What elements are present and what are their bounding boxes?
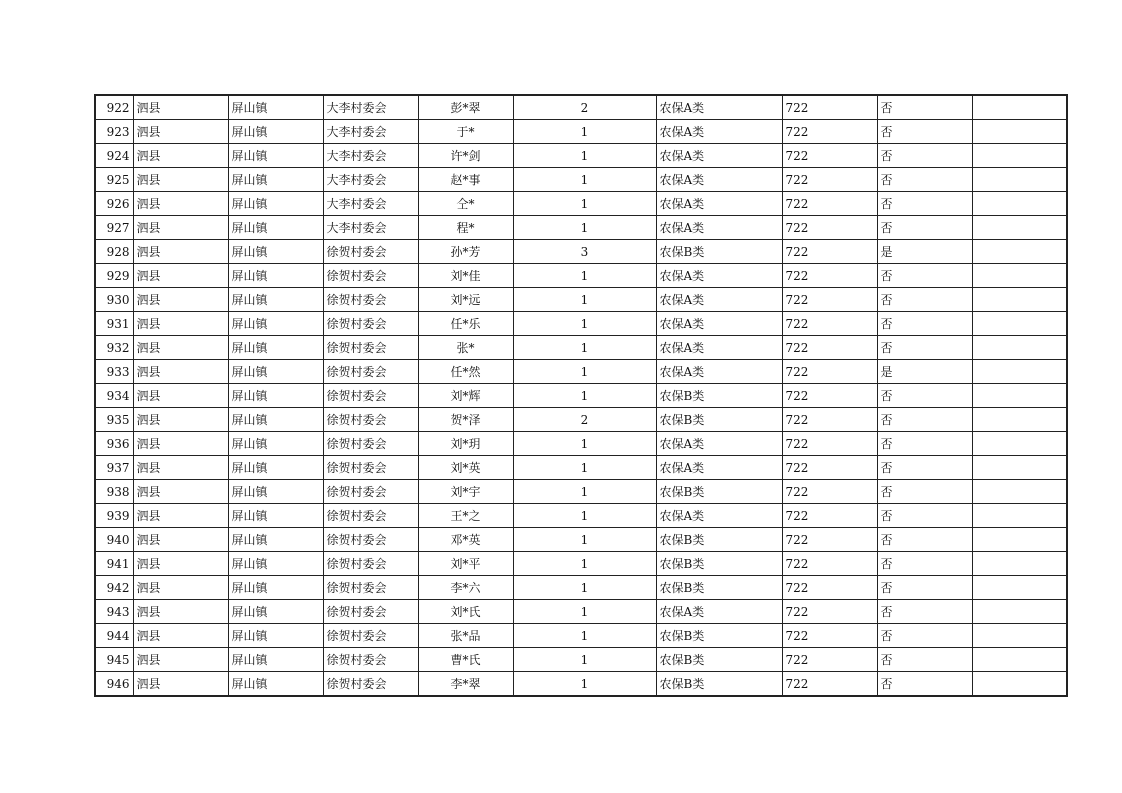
category-cell: 农保A类 (656, 336, 782, 360)
flag-cell: 否 (877, 624, 972, 648)
category-cell: 农保A类 (656, 360, 782, 384)
category-cell: 农保A类 (656, 120, 782, 144)
table-row (95, 432, 1067, 456)
name-cell: 刘*英 (418, 456, 513, 480)
remark-cell (972, 456, 1067, 480)
name-cell: 刘*佳 (418, 264, 513, 288)
count-cell: 1 (513, 672, 656, 697)
remark-cell (972, 360, 1067, 384)
name-cell: 贺*泽 (418, 408, 513, 432)
category-cell: 农保A类 (656, 504, 782, 528)
name-cell: 仝* (418, 192, 513, 216)
town-cell: 屏山镇 (228, 528, 323, 552)
amount-cell: 722 (782, 168, 877, 192)
town-cell: 屏山镇 (228, 648, 323, 672)
county-cell: 泗县 (133, 504, 228, 528)
town-cell: 屏山镇 (228, 504, 323, 528)
town-cell: 屏山镇 (228, 144, 323, 168)
count-cell: 1 (513, 336, 656, 360)
category-cell: 农保B类 (656, 408, 782, 432)
village-cell: 徐贺村委会 (323, 672, 418, 697)
remark-cell (972, 528, 1067, 552)
remark-cell (972, 336, 1067, 360)
category-cell: 农保B类 (656, 240, 782, 264)
flag-cell: 否 (877, 216, 972, 240)
count-cell: 1 (513, 480, 656, 504)
table-row (95, 600, 1067, 624)
name-cell: 张*品 (418, 624, 513, 648)
table-row (95, 672, 1067, 697)
flag-cell: 否 (877, 672, 972, 697)
category-cell: 农保A类 (656, 264, 782, 288)
table-row (95, 264, 1067, 288)
county-cell: 泗县 (133, 672, 228, 697)
count-cell: 1 (513, 216, 656, 240)
remark-cell (972, 312, 1067, 336)
amount-cell: 722 (782, 312, 877, 336)
name-cell: 刘*远 (418, 288, 513, 312)
village-cell: 大李村委会 (323, 168, 418, 192)
flag-cell: 否 (877, 504, 972, 528)
name-cell: 任*然 (418, 360, 513, 384)
row-number-cell: 926 (95, 192, 133, 216)
row-number-cell: 935 (95, 408, 133, 432)
village-cell: 徐贺村委会 (323, 288, 418, 312)
town-cell: 屏山镇 (228, 408, 323, 432)
village-cell: 大李村委会 (323, 144, 418, 168)
remark-cell (972, 504, 1067, 528)
county-cell: 泗县 (133, 192, 228, 216)
flag-cell: 否 (877, 408, 972, 432)
name-cell: 王*之 (418, 504, 513, 528)
remark-cell (972, 288, 1067, 312)
town-cell: 屏山镇 (228, 672, 323, 697)
county-cell: 泗县 (133, 216, 228, 240)
table-body (95, 95, 1067, 696)
table-row (95, 648, 1067, 672)
amount-cell: 722 (782, 672, 877, 697)
village-cell: 徐贺村委会 (323, 336, 418, 360)
flag-cell: 否 (877, 456, 972, 480)
count-cell: 1 (513, 384, 656, 408)
count-cell: 1 (513, 192, 656, 216)
village-cell: 徐贺村委会 (323, 408, 418, 432)
name-cell: 赵*事 (418, 168, 513, 192)
count-cell: 1 (513, 552, 656, 576)
town-cell: 屏山镇 (228, 456, 323, 480)
name-cell: 程* (418, 216, 513, 240)
village-cell: 徐贺村委会 (323, 456, 418, 480)
table-row (95, 144, 1067, 168)
town-cell: 屏山镇 (228, 288, 323, 312)
village-cell: 徐贺村委会 (323, 240, 418, 264)
flag-cell: 否 (877, 336, 972, 360)
county-cell: 泗县 (133, 624, 228, 648)
table-row (95, 408, 1067, 432)
row-number-cell: 931 (95, 312, 133, 336)
flag-cell: 否 (877, 264, 972, 288)
county-cell: 泗县 (133, 95, 228, 120)
county-cell: 泗县 (133, 384, 228, 408)
table-row (95, 216, 1067, 240)
flag-cell: 否 (877, 168, 972, 192)
category-cell: 农保A类 (656, 432, 782, 456)
flag-cell: 否 (877, 576, 972, 600)
flag-cell: 否 (877, 432, 972, 456)
amount-cell: 722 (782, 600, 877, 624)
flag-cell: 否 (877, 312, 972, 336)
table-row (95, 240, 1067, 264)
row-number-cell: 945 (95, 648, 133, 672)
remark-cell (972, 480, 1067, 504)
remark-cell (972, 264, 1067, 288)
name-cell: 刘*平 (418, 552, 513, 576)
category-cell: 农保B类 (656, 552, 782, 576)
table-row (95, 120, 1067, 144)
name-cell: 彭*翠 (418, 95, 513, 120)
village-cell: 徐贺村委会 (323, 264, 418, 288)
amount-cell: 722 (782, 552, 877, 576)
category-cell: 农保A类 (656, 312, 782, 336)
row-number-cell: 934 (95, 384, 133, 408)
table-row (95, 288, 1067, 312)
row-number-cell: 944 (95, 624, 133, 648)
name-cell: 刘*玥 (418, 432, 513, 456)
name-cell: 刘*辉 (418, 384, 513, 408)
count-cell: 1 (513, 360, 656, 384)
row-number-cell: 924 (95, 144, 133, 168)
village-cell: 徐贺村委会 (323, 360, 418, 384)
name-cell: 孙*芳 (418, 240, 513, 264)
amount-cell: 722 (782, 576, 877, 600)
county-cell: 泗县 (133, 480, 228, 504)
amount-cell: 722 (782, 288, 877, 312)
category-cell: 农保A类 (656, 600, 782, 624)
table-row (95, 336, 1067, 360)
county-cell: 泗县 (133, 168, 228, 192)
remark-cell (972, 120, 1067, 144)
amount-cell: 722 (782, 144, 877, 168)
town-cell: 屏山镇 (228, 336, 323, 360)
village-cell: 大李村委会 (323, 95, 418, 120)
county-cell: 泗县 (133, 336, 228, 360)
name-cell: 于* (418, 120, 513, 144)
count-cell: 1 (513, 576, 656, 600)
row-number-cell: 937 (95, 456, 133, 480)
count-cell: 1 (513, 624, 656, 648)
count-cell: 1 (513, 600, 656, 624)
count-cell: 2 (513, 408, 656, 432)
amount-cell: 722 (782, 360, 877, 384)
town-cell: 屏山镇 (228, 240, 323, 264)
name-cell: 许*剑 (418, 144, 513, 168)
village-cell: 徐贺村委会 (323, 384, 418, 408)
name-cell: 张* (418, 336, 513, 360)
row-number-cell: 928 (95, 240, 133, 264)
remark-cell (972, 216, 1067, 240)
county-cell: 泗县 (133, 288, 228, 312)
remark-cell (972, 408, 1067, 432)
remark-cell (972, 576, 1067, 600)
table-row (95, 360, 1067, 384)
name-cell: 刘*宇 (418, 480, 513, 504)
row-number-cell: 933 (95, 360, 133, 384)
row-number-cell: 932 (95, 336, 133, 360)
count-cell: 1 (513, 456, 656, 480)
row-number-cell: 942 (95, 576, 133, 600)
name-cell: 李*六 (418, 576, 513, 600)
category-cell: 农保B类 (656, 384, 782, 408)
county-cell: 泗县 (133, 360, 228, 384)
table-row (95, 312, 1067, 336)
town-cell: 屏山镇 (228, 600, 323, 624)
amount-cell: 722 (782, 192, 877, 216)
town-cell: 屏山镇 (228, 216, 323, 240)
name-cell: 邓*英 (418, 528, 513, 552)
row-number-cell: 925 (95, 168, 133, 192)
category-cell: 农保B类 (656, 648, 782, 672)
table-row (95, 576, 1067, 600)
flag-cell: 是 (877, 360, 972, 384)
table-row (95, 624, 1067, 648)
count-cell: 1 (513, 312, 656, 336)
table-row (95, 168, 1067, 192)
flag-cell: 否 (877, 384, 972, 408)
town-cell: 屏山镇 (228, 192, 323, 216)
name-cell: 任*乐 (418, 312, 513, 336)
county-cell: 泗县 (133, 432, 228, 456)
village-cell: 徐贺村委会 (323, 480, 418, 504)
row-number-cell: 941 (95, 552, 133, 576)
count-cell: 1 (513, 288, 656, 312)
count-cell: 3 (513, 240, 656, 264)
table-row (95, 504, 1067, 528)
amount-cell: 722 (782, 384, 877, 408)
flag-cell: 否 (877, 120, 972, 144)
category-cell: 农保A类 (656, 456, 782, 480)
category-cell: 农保A类 (656, 288, 782, 312)
village-cell: 徐贺村委会 (323, 504, 418, 528)
village-cell: 徐贺村委会 (323, 648, 418, 672)
flag-cell: 否 (877, 480, 972, 504)
count-cell: 1 (513, 528, 656, 552)
table-row (95, 552, 1067, 576)
town-cell: 屏山镇 (228, 552, 323, 576)
table-row (95, 192, 1067, 216)
row-number-cell: 939 (95, 504, 133, 528)
flag-cell: 否 (877, 288, 972, 312)
table-row (95, 528, 1067, 552)
village-cell: 大李村委会 (323, 120, 418, 144)
remark-cell (972, 95, 1067, 120)
amount-cell: 722 (782, 648, 877, 672)
town-cell: 屏山镇 (228, 576, 323, 600)
town-cell: 屏山镇 (228, 95, 323, 120)
category-cell: 农保B类 (656, 480, 782, 504)
category-cell: 农保B类 (656, 528, 782, 552)
count-cell: 1 (513, 264, 656, 288)
category-cell: 农保A类 (656, 144, 782, 168)
table-row (95, 456, 1067, 480)
row-number-cell: 922 (95, 95, 133, 120)
flag-cell: 是 (877, 240, 972, 264)
remark-cell (972, 672, 1067, 697)
table-row (95, 384, 1067, 408)
remark-cell (972, 552, 1067, 576)
row-number-cell: 930 (95, 288, 133, 312)
row-number-cell: 927 (95, 216, 133, 240)
amount-cell: 722 (782, 456, 877, 480)
row-number-cell: 936 (95, 432, 133, 456)
village-cell: 徐贺村委会 (323, 312, 418, 336)
category-cell: 农保A类 (656, 95, 782, 120)
county-cell: 泗县 (133, 528, 228, 552)
county-cell: 泗县 (133, 312, 228, 336)
county-cell: 泗县 (133, 456, 228, 480)
flag-cell: 否 (877, 552, 972, 576)
county-cell: 泗县 (133, 264, 228, 288)
village-cell: 大李村委会 (323, 216, 418, 240)
count-cell: 1 (513, 504, 656, 528)
remark-cell (972, 432, 1067, 456)
town-cell: 屏山镇 (228, 432, 323, 456)
amount-cell: 722 (782, 480, 877, 504)
village-cell: 徐贺村委会 (323, 552, 418, 576)
category-cell: 农保B类 (656, 576, 782, 600)
category-cell: 农保B类 (656, 624, 782, 648)
remark-cell (972, 648, 1067, 672)
remark-cell (972, 384, 1067, 408)
category-cell: 农保A类 (656, 168, 782, 192)
town-cell: 屏山镇 (228, 624, 323, 648)
category-cell: 农保A类 (656, 216, 782, 240)
amount-cell: 722 (782, 264, 877, 288)
village-cell: 徐贺村委会 (323, 600, 418, 624)
table-row (95, 480, 1067, 504)
amount-cell: 722 (782, 432, 877, 456)
village-cell: 徐贺村委会 (323, 432, 418, 456)
row-number-cell: 929 (95, 264, 133, 288)
flag-cell: 否 (877, 528, 972, 552)
village-cell: 徐贺村委会 (323, 528, 418, 552)
count-cell: 1 (513, 648, 656, 672)
flag-cell: 否 (877, 648, 972, 672)
row-number-cell: 946 (95, 672, 133, 697)
flag-cell: 否 (877, 95, 972, 120)
amount-cell: 722 (782, 95, 877, 120)
count-cell: 1 (513, 168, 656, 192)
remark-cell (972, 600, 1067, 624)
county-cell: 泗县 (133, 408, 228, 432)
town-cell: 屏山镇 (228, 120, 323, 144)
data-table (94, 94, 1068, 697)
name-cell: 李*翠 (418, 672, 513, 697)
amount-cell: 722 (782, 624, 877, 648)
flag-cell: 否 (877, 192, 972, 216)
remark-cell (972, 144, 1067, 168)
row-number-cell: 943 (95, 600, 133, 624)
town-cell: 屏山镇 (228, 168, 323, 192)
village-cell: 大李村委会 (323, 192, 418, 216)
name-cell: 刘*氏 (418, 600, 513, 624)
amount-cell: 722 (782, 504, 877, 528)
count-cell: 2 (513, 95, 656, 120)
flag-cell: 否 (877, 600, 972, 624)
town-cell: 屏山镇 (228, 384, 323, 408)
remark-cell (972, 624, 1067, 648)
table-row (95, 95, 1067, 120)
county-cell: 泗县 (133, 240, 228, 264)
amount-cell: 722 (782, 528, 877, 552)
count-cell: 1 (513, 120, 656, 144)
town-cell: 屏山镇 (228, 264, 323, 288)
category-cell: 农保B类 (656, 672, 782, 697)
amount-cell: 722 (782, 336, 877, 360)
county-cell: 泗县 (133, 600, 228, 624)
remark-cell (972, 192, 1067, 216)
amount-cell: 722 (782, 240, 877, 264)
town-cell: 屏山镇 (228, 360, 323, 384)
county-cell: 泗县 (133, 120, 228, 144)
town-cell: 屏山镇 (228, 480, 323, 504)
row-number-cell: 923 (95, 120, 133, 144)
flag-cell: 否 (877, 144, 972, 168)
county-cell: 泗县 (133, 552, 228, 576)
category-cell: 农保A类 (656, 192, 782, 216)
village-cell: 徐贺村委会 (323, 624, 418, 648)
count-cell: 1 (513, 144, 656, 168)
county-cell: 泗县 (133, 576, 228, 600)
row-number-cell: 938 (95, 480, 133, 504)
amount-cell: 722 (782, 408, 877, 432)
count-cell: 1 (513, 432, 656, 456)
amount-cell: 722 (782, 216, 877, 240)
county-cell: 泗县 (133, 144, 228, 168)
village-cell: 徐贺村委会 (323, 576, 418, 600)
county-cell: 泗县 (133, 648, 228, 672)
name-cell: 曹*氏 (418, 648, 513, 672)
town-cell: 屏山镇 (228, 312, 323, 336)
remark-cell (972, 240, 1067, 264)
remark-cell (972, 168, 1067, 192)
row-number-cell: 940 (95, 528, 133, 552)
amount-cell: 722 (782, 120, 877, 144)
